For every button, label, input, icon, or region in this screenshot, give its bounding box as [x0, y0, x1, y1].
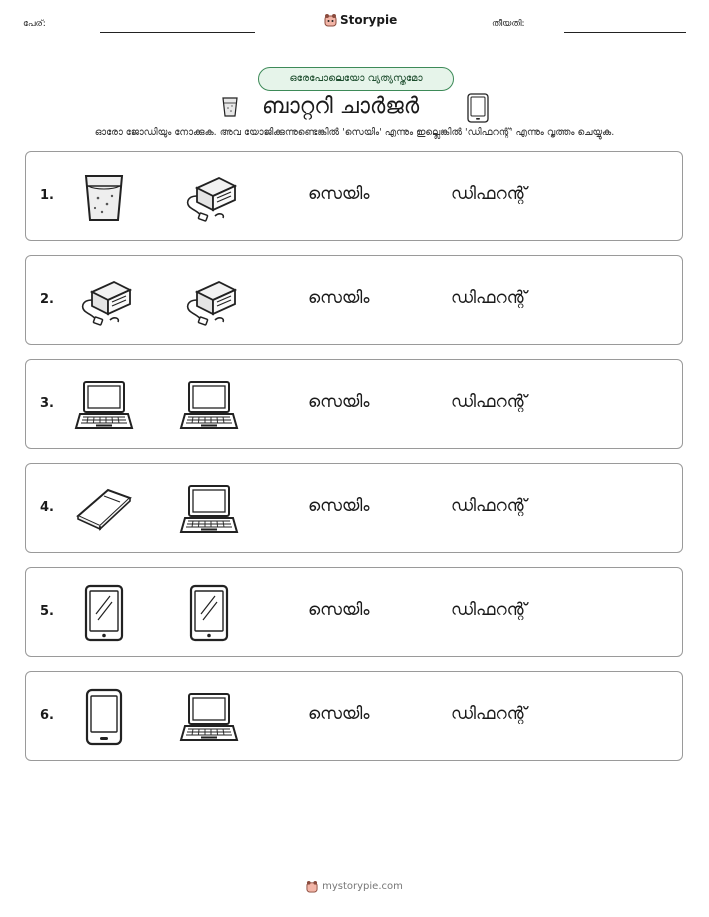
laptop-icon	[179, 688, 239, 748]
question-row	[25, 151, 683, 241]
tablet-icon	[179, 584, 239, 644]
option-same[interactable]: സെയിം	[308, 288, 370, 308]
option-same[interactable]: സെയിം	[308, 496, 370, 516]
question-row	[25, 359, 683, 449]
brand-logo	[324, 13, 397, 27]
phone-icon	[74, 688, 134, 748]
worksheet-type-badge: ഒരേപോലെയോ വ്യത്യസ്തമോ	[258, 67, 454, 91]
option-different[interactable]: ഡിഫറന്റ്	[451, 704, 527, 724]
name-label: പേര്:	[23, 19, 46, 29]
battery-charger-icon	[179, 168, 239, 228]
laptop-icon	[74, 376, 134, 436]
question-number: 5.	[40, 604, 54, 619]
date-label: തീയതി:	[492, 19, 525, 29]
question-number: 6.	[40, 708, 54, 723]
option-different[interactable]: ഡിഫറന്റ്	[451, 288, 527, 308]
question-row	[25, 567, 683, 657]
instructions: ഓരോ ജോഡിയും നോക്കുക. അവ യോജിക്കുന്നുണ്ടെങ്കിൽ 'സെയിം' എന്നും ഇല്ലെങ്കിൽ 'ഡിഫറന്റ്' എന്നും വൃത്തം ചെയ്യുക.	[94, 127, 615, 138]
date-line[interactable]	[564, 32, 686, 33]
question-number: 1.	[40, 188, 54, 203]
phone-icon	[466, 93, 490, 123]
option-different[interactable]: ഡിഫറന്റ്	[451, 184, 527, 204]
question-row	[25, 671, 683, 761]
laptop-icon	[179, 480, 239, 540]
footer-url[interactable]: mystorypie.com	[322, 881, 403, 892]
brand-name: Storypie	[340, 13, 398, 27]
title-row	[0, 91, 709, 123]
battery-charger-icon	[74, 272, 134, 332]
notebook-icon	[74, 480, 134, 540]
option-same[interactable]: സെയിം	[308, 392, 370, 412]
question-row	[25, 463, 683, 553]
footer	[0, 880, 709, 893]
storypie-logo-icon	[324, 13, 337, 27]
option-different[interactable]: ഡിഫറന്റ്	[451, 496, 527, 516]
option-same[interactable]: സെയിം	[308, 184, 370, 204]
option-different[interactable]: ഡിഫറന്റ്	[451, 392, 527, 412]
glass-of-water-icon	[221, 96, 239, 118]
option-same[interactable]: സെയിം	[308, 704, 370, 724]
page-title: ബാറ്ററി ചാർജർ	[262, 94, 420, 119]
option-different[interactable]: ഡിഫറന്റ്	[451, 600, 527, 620]
question-number: 3.	[40, 396, 54, 411]
battery-charger-icon	[179, 272, 239, 332]
question-number: 2.	[40, 292, 54, 307]
tablet-icon	[74, 584, 134, 644]
glass-of-water-icon	[74, 168, 134, 228]
question-row	[25, 255, 683, 345]
laptop-icon	[179, 376, 239, 436]
question-number: 4.	[40, 500, 54, 515]
name-line[interactable]	[100, 32, 255, 33]
storypie-logo-icon	[306, 880, 318, 893]
option-same[interactable]: സെയിം	[308, 600, 370, 620]
